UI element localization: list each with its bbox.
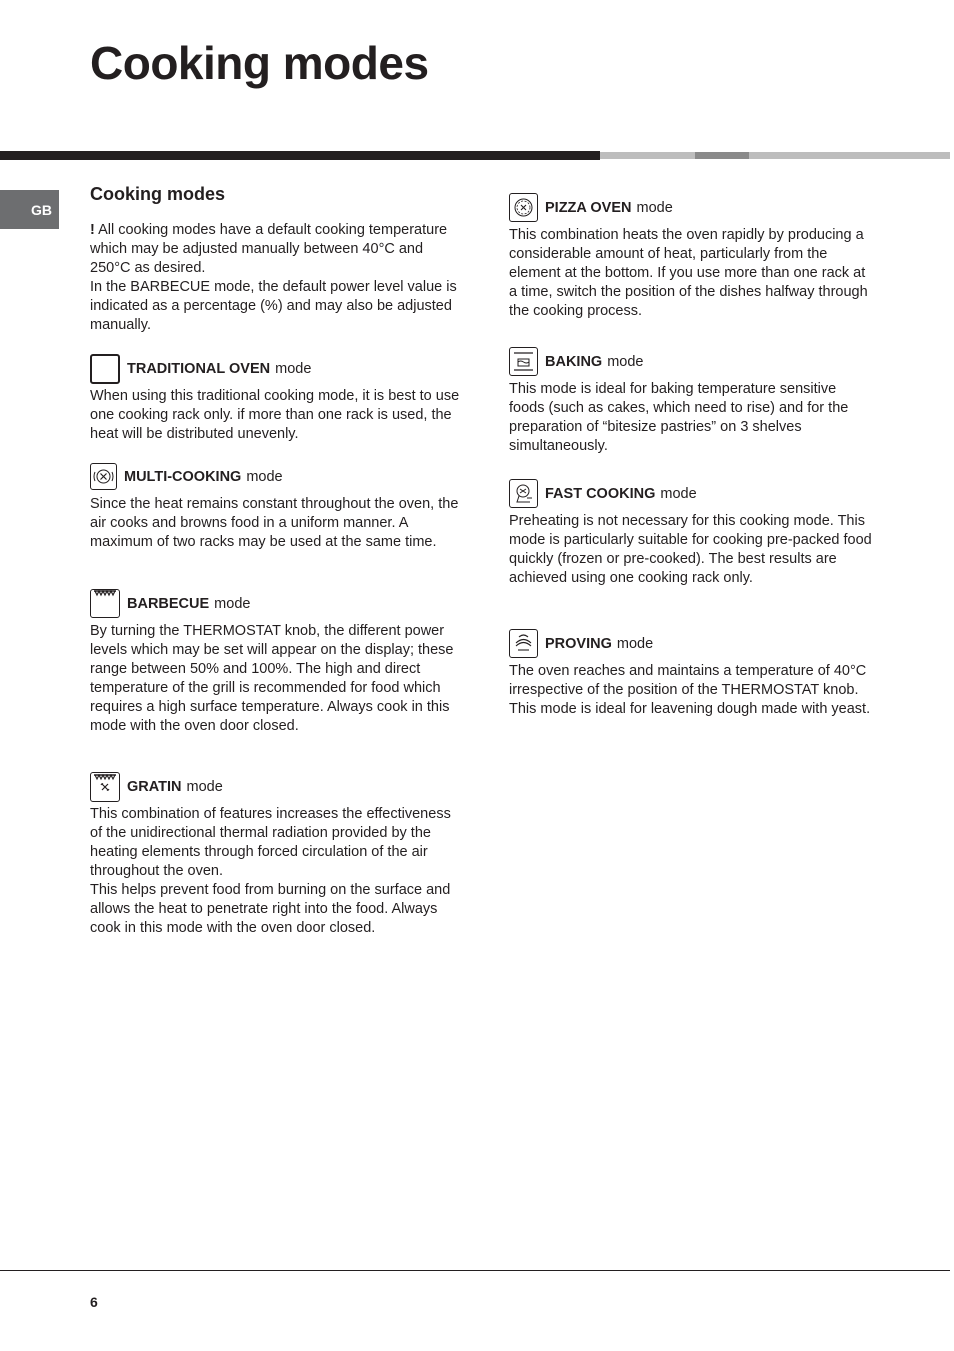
mode-description: This combination of features increases the effectiveness of the unidirectional thermal radiation provided by the heating elements through forced circulation of the air throughout the oven.	[90, 806, 451, 879]
mode-fast-cooking	[509, 478, 875, 588]
intro-paragraph	[90, 221, 464, 278]
mode-suffix: mode	[186, 778, 223, 795]
mode-name: TRADITIONAL OVEN	[127, 360, 271, 377]
mode-description: The oven reaches and maintains a temperature of 40°C irrespective of the position of the THERMOSTAT knob. This mode is ideal for leavening dough made with yeast.	[509, 663, 871, 717]
header-rule-mid	[695, 152, 749, 159]
header-rule	[0, 151, 950, 160]
mode-suffix: mode	[214, 595, 251, 612]
mode-barbecue	[90, 588, 464, 736]
intro-paragraph-2: In the BARBECUE mode, the default power level value is indicated as a percentage (%) and may also be adjusted manually.	[90, 279, 457, 333]
fast-cooking-icon	[509, 479, 538, 508]
gratin-icon	[90, 772, 120, 802]
mode-baking	[509, 346, 875, 456]
mode-name: BAKING	[545, 353, 603, 370]
mode-suffix: mode	[660, 485, 697, 502]
mode-pizza-oven	[509, 192, 875, 321]
mode-heading	[90, 771, 464, 802]
baking-icon	[509, 347, 538, 376]
mode-heading	[509, 478, 875, 509]
header-rule-light	[600, 152, 695, 159]
mode-description: This mode is ideal for baking temperature sensitive foods (such as cakes, which need to rise) and for the preparation of “bitesize pastries” on 3 shelves simultaneously.	[509, 381, 849, 454]
intro-block	[90, 221, 464, 335]
mode-heading	[509, 628, 875, 659]
footer-rule	[0, 1270, 950, 1271]
header-rule-dark	[0, 151, 600, 160]
mode-heading	[509, 192, 875, 223]
mode-suffix: mode	[275, 360, 312, 377]
intro-text: All cooking modes have a default cooking temperature which may be adjusted manually between 40°C and 250°C as desired.	[90, 222, 448, 276]
mode-description: This combination heats the oven rapidly by producing a considerable amount of heat, particularly from the element at the bottom. If you use more than one rack at a time, switch the position of the dishes halfway through the cooking process.	[509, 227, 868, 319]
mode-multi-cooking	[90, 461, 464, 552]
mode-suffix: mode	[246, 468, 283, 485]
multi-cooking-icon	[90, 463, 117, 490]
mode-name: BARBECUE	[127, 595, 210, 612]
warning-mark: !	[90, 222, 95, 238]
language-tab: GB	[0, 190, 59, 229]
mode-traditional-oven	[90, 353, 464, 444]
traditional-oven-icon	[90, 354, 120, 384]
mode-heading	[90, 353, 464, 384]
mode-suffix: mode	[636, 199, 673, 216]
mode-description-2: This helps prevent food from burning on the surface and allows the heat to penetrate right into the food. Always cook in this mode with the oven door closed.	[90, 882, 451, 936]
mode-description: Preheating is not necessary for this cooking mode. This mode is particularly suitable for cooking pre-packed food quickly (frozen or pre-cooked). The best results are achieved using one cooking rack only.	[509, 513, 872, 586]
section-heading: Cooking modes	[90, 184, 226, 204]
barbecue-icon	[90, 589, 120, 618]
mode-name: PIZZA OVEN	[545, 199, 632, 216]
mode-heading	[90, 588, 464, 619]
pizza-oven-icon	[509, 193, 538, 222]
mode-name: MULTI-COOKING	[124, 468, 242, 485]
mode-name: PROVING	[545, 635, 612, 652]
mode-proving	[509, 628, 875, 719]
page-title: Cooking modes	[90, 37, 429, 89]
mode-suffix: mode	[616, 635, 654, 652]
header-rule-light-right	[749, 152, 950, 159]
proving-icon	[509, 629, 538, 658]
mode-name: FAST COOKING	[545, 485, 656, 502]
mode-description: By turning the THERMOSTAT knob, the different power levels which may be set will appear on the display; these range between 50% and 100%. The high and direct temperature of the grill is recommended for food which requires a high surface temperature. Always cook in this mode with the oven door closed.	[90, 623, 454, 734]
mode-description: Since the heat remains constant throughout the oven, the air cooks and browns food in a uniform manner. A maximum of two racks may be used at the same time.	[90, 496, 459, 550]
page-number: 6	[90, 1294, 98, 1310]
mode-heading	[90, 461, 464, 492]
mode-gratin	[90, 771, 464, 938]
mode-heading	[509, 346, 875, 377]
mode-suffix: mode	[607, 353, 644, 370]
mode-description: When using this traditional cooking mode, it is best to use one cooking rack only. if more than one rack is used, the heat will be distributed unevenly.	[90, 388, 460, 442]
mode-name: GRATIN	[127, 778, 182, 795]
